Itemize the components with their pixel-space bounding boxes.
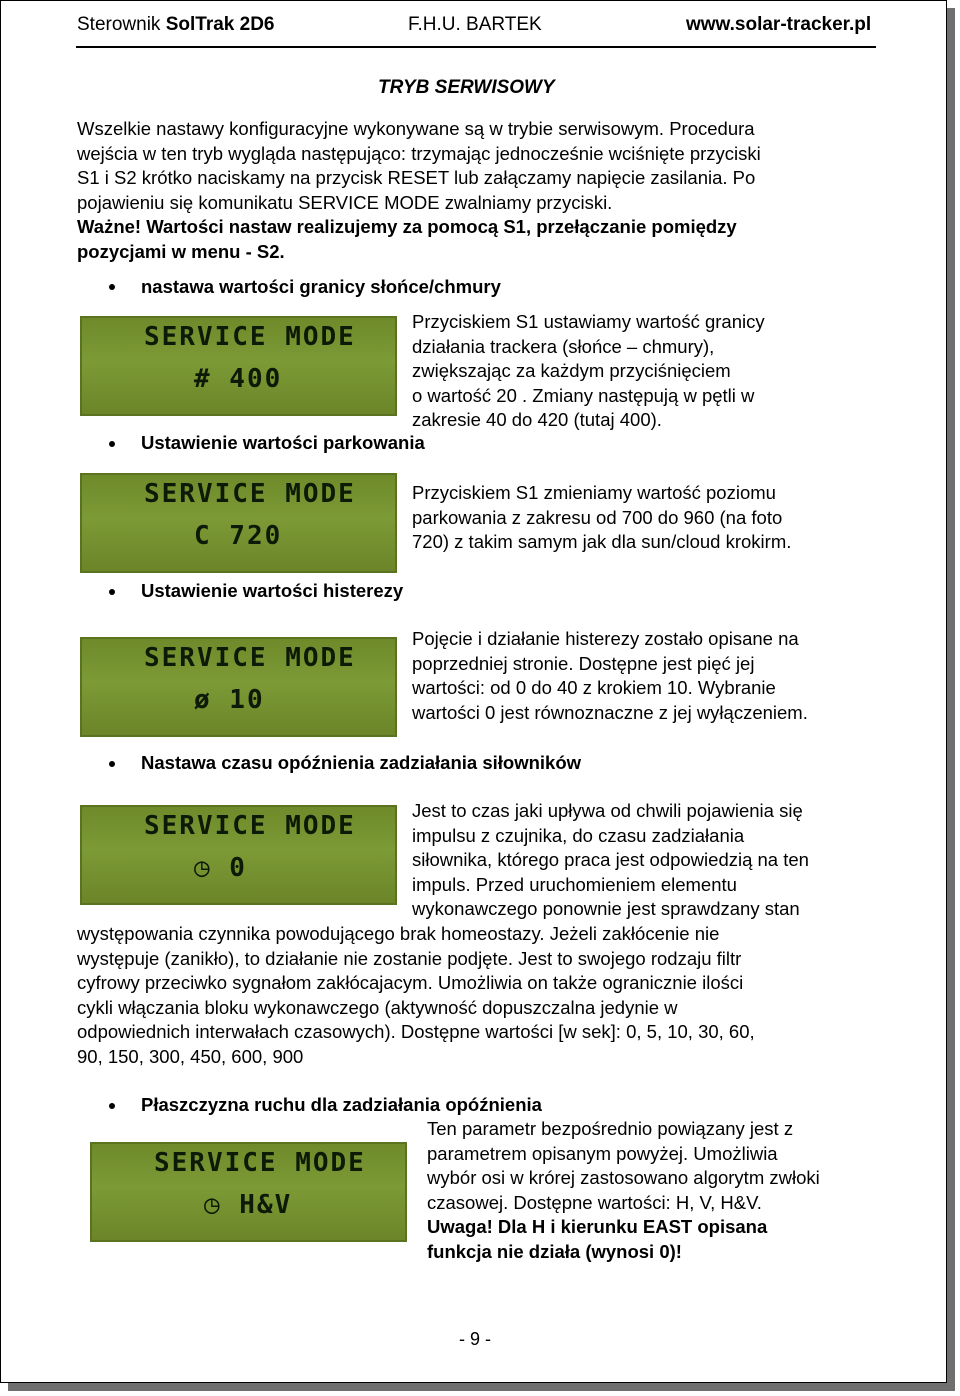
intro-paragraph: [77, 117, 877, 265]
important-note-cont: pozycjami w menu - S2.: [77, 240, 285, 262]
important-note: Ważne! Wartości nastaw realizujemy za pomocą S1, przełączanie pomiędzy: [77, 216, 737, 238]
page-title: TRYB SERWISOWY: [378, 77, 555, 98]
text-line: Ten parametr bezpośrednio powiązany jest z: [427, 1118, 794, 1139]
text-line: czasowej. Dostępne wartości: H, V, H&V.: [427, 1191, 762, 1213]
bullet-icon: [109, 441, 115, 447]
lcd-line: SERVICE MODE: [144, 643, 356, 673]
text-line: występuje (zanikło), to działanie nie zostanie podjęte. Jest to swojego rodzaju filtr: [77, 947, 742, 969]
header-left: Sterownik SolTrak 2D6: [77, 14, 275, 35]
section-heading: nastawa wartości granicy słońce/chmury: [141, 276, 501, 297]
section-text: [412, 799, 876, 922]
warning-line: funkcja nie działa (wynosi 0)!: [427, 1240, 682, 1262]
section-heading: Ustawienie wartości histerezy: [141, 580, 404, 601]
lcd-line: ◷ 0: [194, 853, 247, 883]
lcd-line: SERVICE MODE: [144, 479, 356, 509]
section-heading: Nastawa czasu opóźnienia zadziałania siłowników: [141, 752, 582, 773]
text-line: występowania czynnika powodującego brak homeostazy. Jeżeli zakłócenie nie: [77, 923, 720, 944]
bullet-icon: [109, 284, 115, 290]
lcd-line: ◷ H&V: [204, 1190, 293, 1220]
lcd-line: ø 10: [194, 685, 265, 715]
lcd-line: # 400: [194, 364, 283, 394]
text-line: parametrem opisanym powyżej. Umożliwia: [427, 1142, 778, 1164]
lcd-photo: [90, 1142, 407, 1242]
text-line: impulsu z czujnika, do czasu zadziałania: [412, 824, 745, 846]
section-text: [412, 627, 876, 725]
section-text-full: [77, 922, 877, 1070]
intro-line: wejścia w ten tryb wygląda następująco: trzymając jednocześnie wciśnięte przyciski: [77, 142, 761, 164]
text-line: poprzedniej stronie. Dostępne jest pięć jej: [412, 652, 755, 674]
lcd-photo: [80, 473, 397, 573]
bullet-icon: [109, 1103, 115, 1109]
section-text: [412, 481, 876, 555]
text-line: siłownika, którego praca jest odpowiedzią na ten: [412, 849, 809, 871]
text-line: wybór osi w krórej zastosowano algorytm zwłoki: [427, 1167, 820, 1189]
intro-line: S1 i S2 krótko naciskamy na przycisk RESET lub załączamy napięcie zasilania. Po: [77, 167, 756, 189]
intro-line: pojawieniu się komunikatu SERVICE MODE zwalniamy przyciski.: [77, 191, 613, 213]
lcd-line: SERVICE MODE: [144, 322, 356, 352]
text-line: 90, 150, 300, 450, 600, 900: [77, 1045, 304, 1067]
lcd-photo: [80, 805, 397, 905]
lcd-line: SERVICE MODE: [144, 811, 356, 841]
text-line: Przyciskiem S1 zmieniamy wartość poziomu: [412, 482, 776, 503]
text-line: zwiększając za każdym przyciśnięciem: [412, 360, 731, 382]
text-line: impuls. Przed uruchomieniem elementu: [412, 873, 737, 895]
header-right: www.solar-tracker.pl: [686, 14, 872, 35]
warning-line: Uwaga! Dla H i kierunku EAST opisana: [427, 1216, 768, 1238]
lcd-line: C 720: [194, 521, 283, 551]
text-line: cykli włączania bloku wykonawczego (aktywność dopuszczalna jedynie w: [77, 996, 678, 1018]
bullet-icon: [109, 761, 115, 767]
section-text: [412, 310, 876, 433]
text-line: parkowania z zakresu od 700 do 960 (na foto: [412, 506, 783, 528]
text-line: cyfrowy przeciwko sygnałom zakłócajacym. Umożliwia on także ogranicznie ilości: [77, 972, 744, 994]
intro-line: Wszelkie nastawy konfiguracyjne wykonywane są w trybie serwisowym. Procedura: [77, 118, 755, 139]
text-line: zakresie 40 do 420 (tutaj 400).: [412, 409, 662, 431]
text-line: 720) z takim samym jak dla sun/cloud krokirm.: [412, 531, 792, 553]
text-line: Pojęcie i działanie histerezy zostało opisane na: [412, 628, 799, 649]
page-number: - 9 -: [459, 1329, 492, 1349]
text-line: odpowiednich interwałach czasowych). Dostępne wartości [w sek]: 0, 5, 10, 30, 60,: [77, 1021, 755, 1043]
lcd-line: SERVICE MODE: [154, 1148, 366, 1178]
header-center: F.H.U. BARTEK: [408, 14, 542, 35]
bullet-icon: [109, 589, 115, 595]
text-line: Jest to czas jaki upływa od chwili pojawienia się: [412, 800, 803, 821]
text-line: o wartość 20 . Zmiany następują w pętli w: [412, 384, 755, 406]
text-line: wartości: od 0 do 40 z krokiem 10. Wybranie: [412, 677, 776, 699]
text-line: Przyciskiem S1 ustawiamy wartość granicy: [412, 311, 765, 332]
text-line: wykonawczego ponownie jest sprawdzany stan: [412, 898, 800, 920]
text-line: działania trackera (słońce – chmury),: [412, 335, 715, 357]
section-heading: Płaszczyzna ruchu dla zadziałania opóźnienia: [141, 1094, 542, 1115]
section-heading: Ustawienie wartości parkowania: [141, 432, 425, 453]
section-text: [427, 1117, 876, 1265]
lcd-photo: [80, 637, 397, 737]
text-line: wartości 0 jest równoznaczne z jej wyłączeniem.: [412, 701, 808, 723]
header-rule: [76, 46, 876, 48]
lcd-photo: [80, 316, 397, 416]
